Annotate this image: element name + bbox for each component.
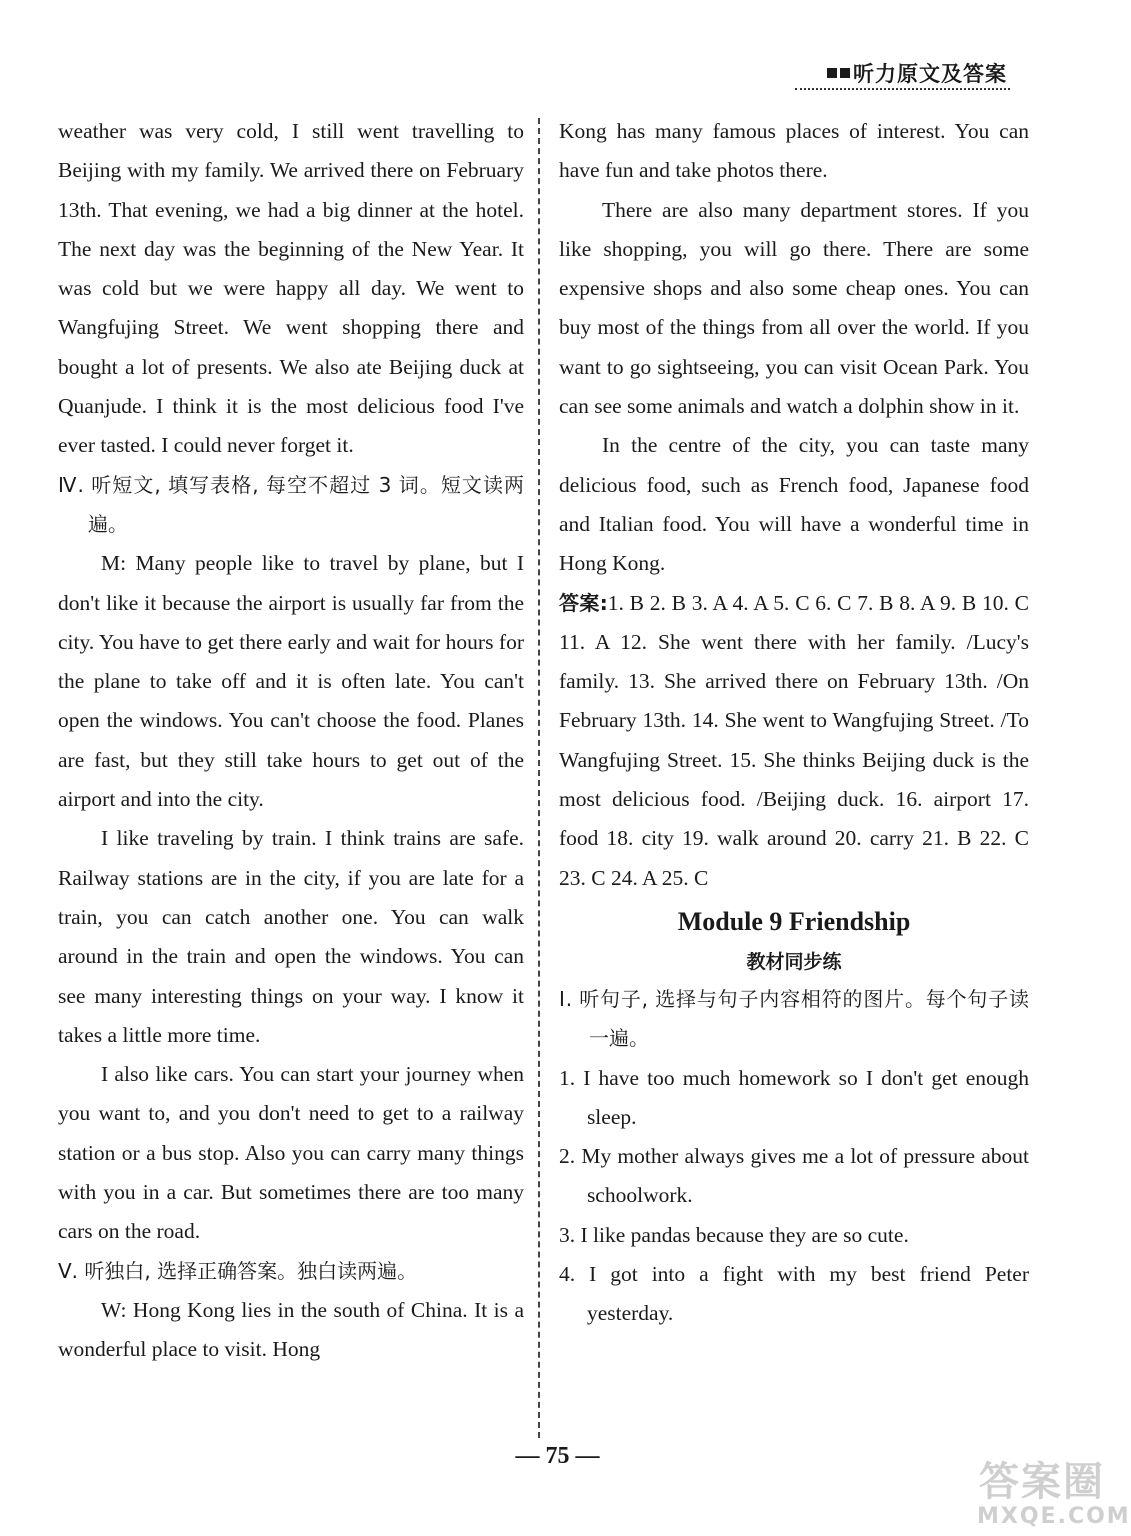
section-5-heading: Ⅴ. 听独白, 选择正确答案。独白读两遍。 <box>58 1258 418 1283</box>
answers-text: 1. B 2. B 3. A 4. A 5. C 6. C 7. B 8. A 9. B 10. C 11. A 12. She went there with her family. /Lucy's family. 13. She arrived there on February 13th. /On February 13th. 14. She went to Wangfujing Street. /To Wangfujing Street. 15. She thinks Beijing duck is the most delicious food. /Beijing duck. 16. airport 17. food 18. city 19. walk around 20. carry 21. B 22. C 23. C 24. A 25. C <box>559 590 1029 890</box>
list-item: 3. I like pandas because they are so cute. <box>559 1222 909 1247</box>
watermark-line-2: MXQE.COM <box>977 1504 1131 1529</box>
square-bullet-icon <box>840 68 850 78</box>
answers-block <box>559 584 1029 898</box>
module-title: Module 9 Friendship <box>677 906 911 936</box>
page-header <box>827 58 1007 88</box>
list-item: 1. I have too much homework so I don't get enough sleep. <box>559 1065 1029 1129</box>
left-column <box>58 112 524 1370</box>
right-paragraph-1: Kong has many famous places of interest. You can have fun and take photos there. <box>559 119 1029 183</box>
left-paragraph-1: weather was very cold, I still went travelling to Beijing with my family. We arrived there on February 13th. That evening, we had a big dinner at the hotel. The next day was the beginning of the New Year. It was cold but we were happy all day. We went to Wangfujing Street. We went shopping there and bought a lot of presents. We also ate Beijing duck at Quanjude. I think it is the most delicious food I've ever tasted. I could never forget it. <box>58 119 524 458</box>
module-subtitle: 教材同步练 <box>746 950 842 973</box>
left-paragraph-3: I like traveling by train. I think trains are safe. Railway stations are in the city, if you are late for a train, you can catch another one. You can walk around in the train and open the windows. You can see many interesting things on your way. I know it takes a little more time. <box>58 826 524 1047</box>
header-title: 听力原文及答案 <box>853 62 1007 86</box>
page-number: — 75 — <box>515 1443 600 1469</box>
column-divider <box>538 118 540 1438</box>
right-paragraph-3: In the centre of the city, you can taste many delicious food, such as French food, Japanese food and Italian food. You will have a wonderful time in Hong Kong. <box>559 433 1029 576</box>
left-paragraph-2: M: Many people like to travel by plane, but I don't like it because the airport is usually far from the city. You have to get there early and wait for hours for the plane to take off and it is often late. You can't open the windows. You can't choose the food. Planes are fast, but they still take hours to get out of the airport and into the city. <box>58 551 524 812</box>
answers-label: 答案: <box>559 590 608 615</box>
section-4-heading: Ⅳ. 听短文, 填写表格, 每空不超过 3 词。短文读两遍。 <box>58 472 524 536</box>
left-paragraph-4: I also like cars. You can start your journey when you want to, and you don't need to get to a railway station or a bus stop. Also you can carry many things with you in a car. But sometimes there are too many cars on the road. <box>58 1062 524 1244</box>
list-item: 4. I got into a fight with my best friend Peter yesterday. <box>559 1262 1029 1326</box>
section-1-heading: Ⅰ. 听句子, 选择与句子内容相符的图片。每个句子读一遍。 <box>559 986 1029 1051</box>
watermark-logo <box>977 1459 1131 1532</box>
header-rule <box>795 88 1010 90</box>
list-item: 2. My mother always gives me a lot of pressure about schoolwork. <box>559 1144 1029 1208</box>
square-bullet-icon <box>827 68 837 78</box>
right-paragraph-2: There are also many department stores. If you like shopping, you will go there. There are some expensive shops and also some cheap ones. You can buy most of the things from all over the world. If you want to go sightseeing, you can visit Ocean Park. You can see some animals and watch a dolphin show in it. <box>559 197 1029 419</box>
watermark-line-1: 答案圈 <box>979 1459 1105 1505</box>
right-column <box>559 112 1029 1334</box>
left-paragraph-5: W: Hong Kong lies in the south of China. It is a wonderful place to visit. Hong <box>58 1297 524 1362</box>
